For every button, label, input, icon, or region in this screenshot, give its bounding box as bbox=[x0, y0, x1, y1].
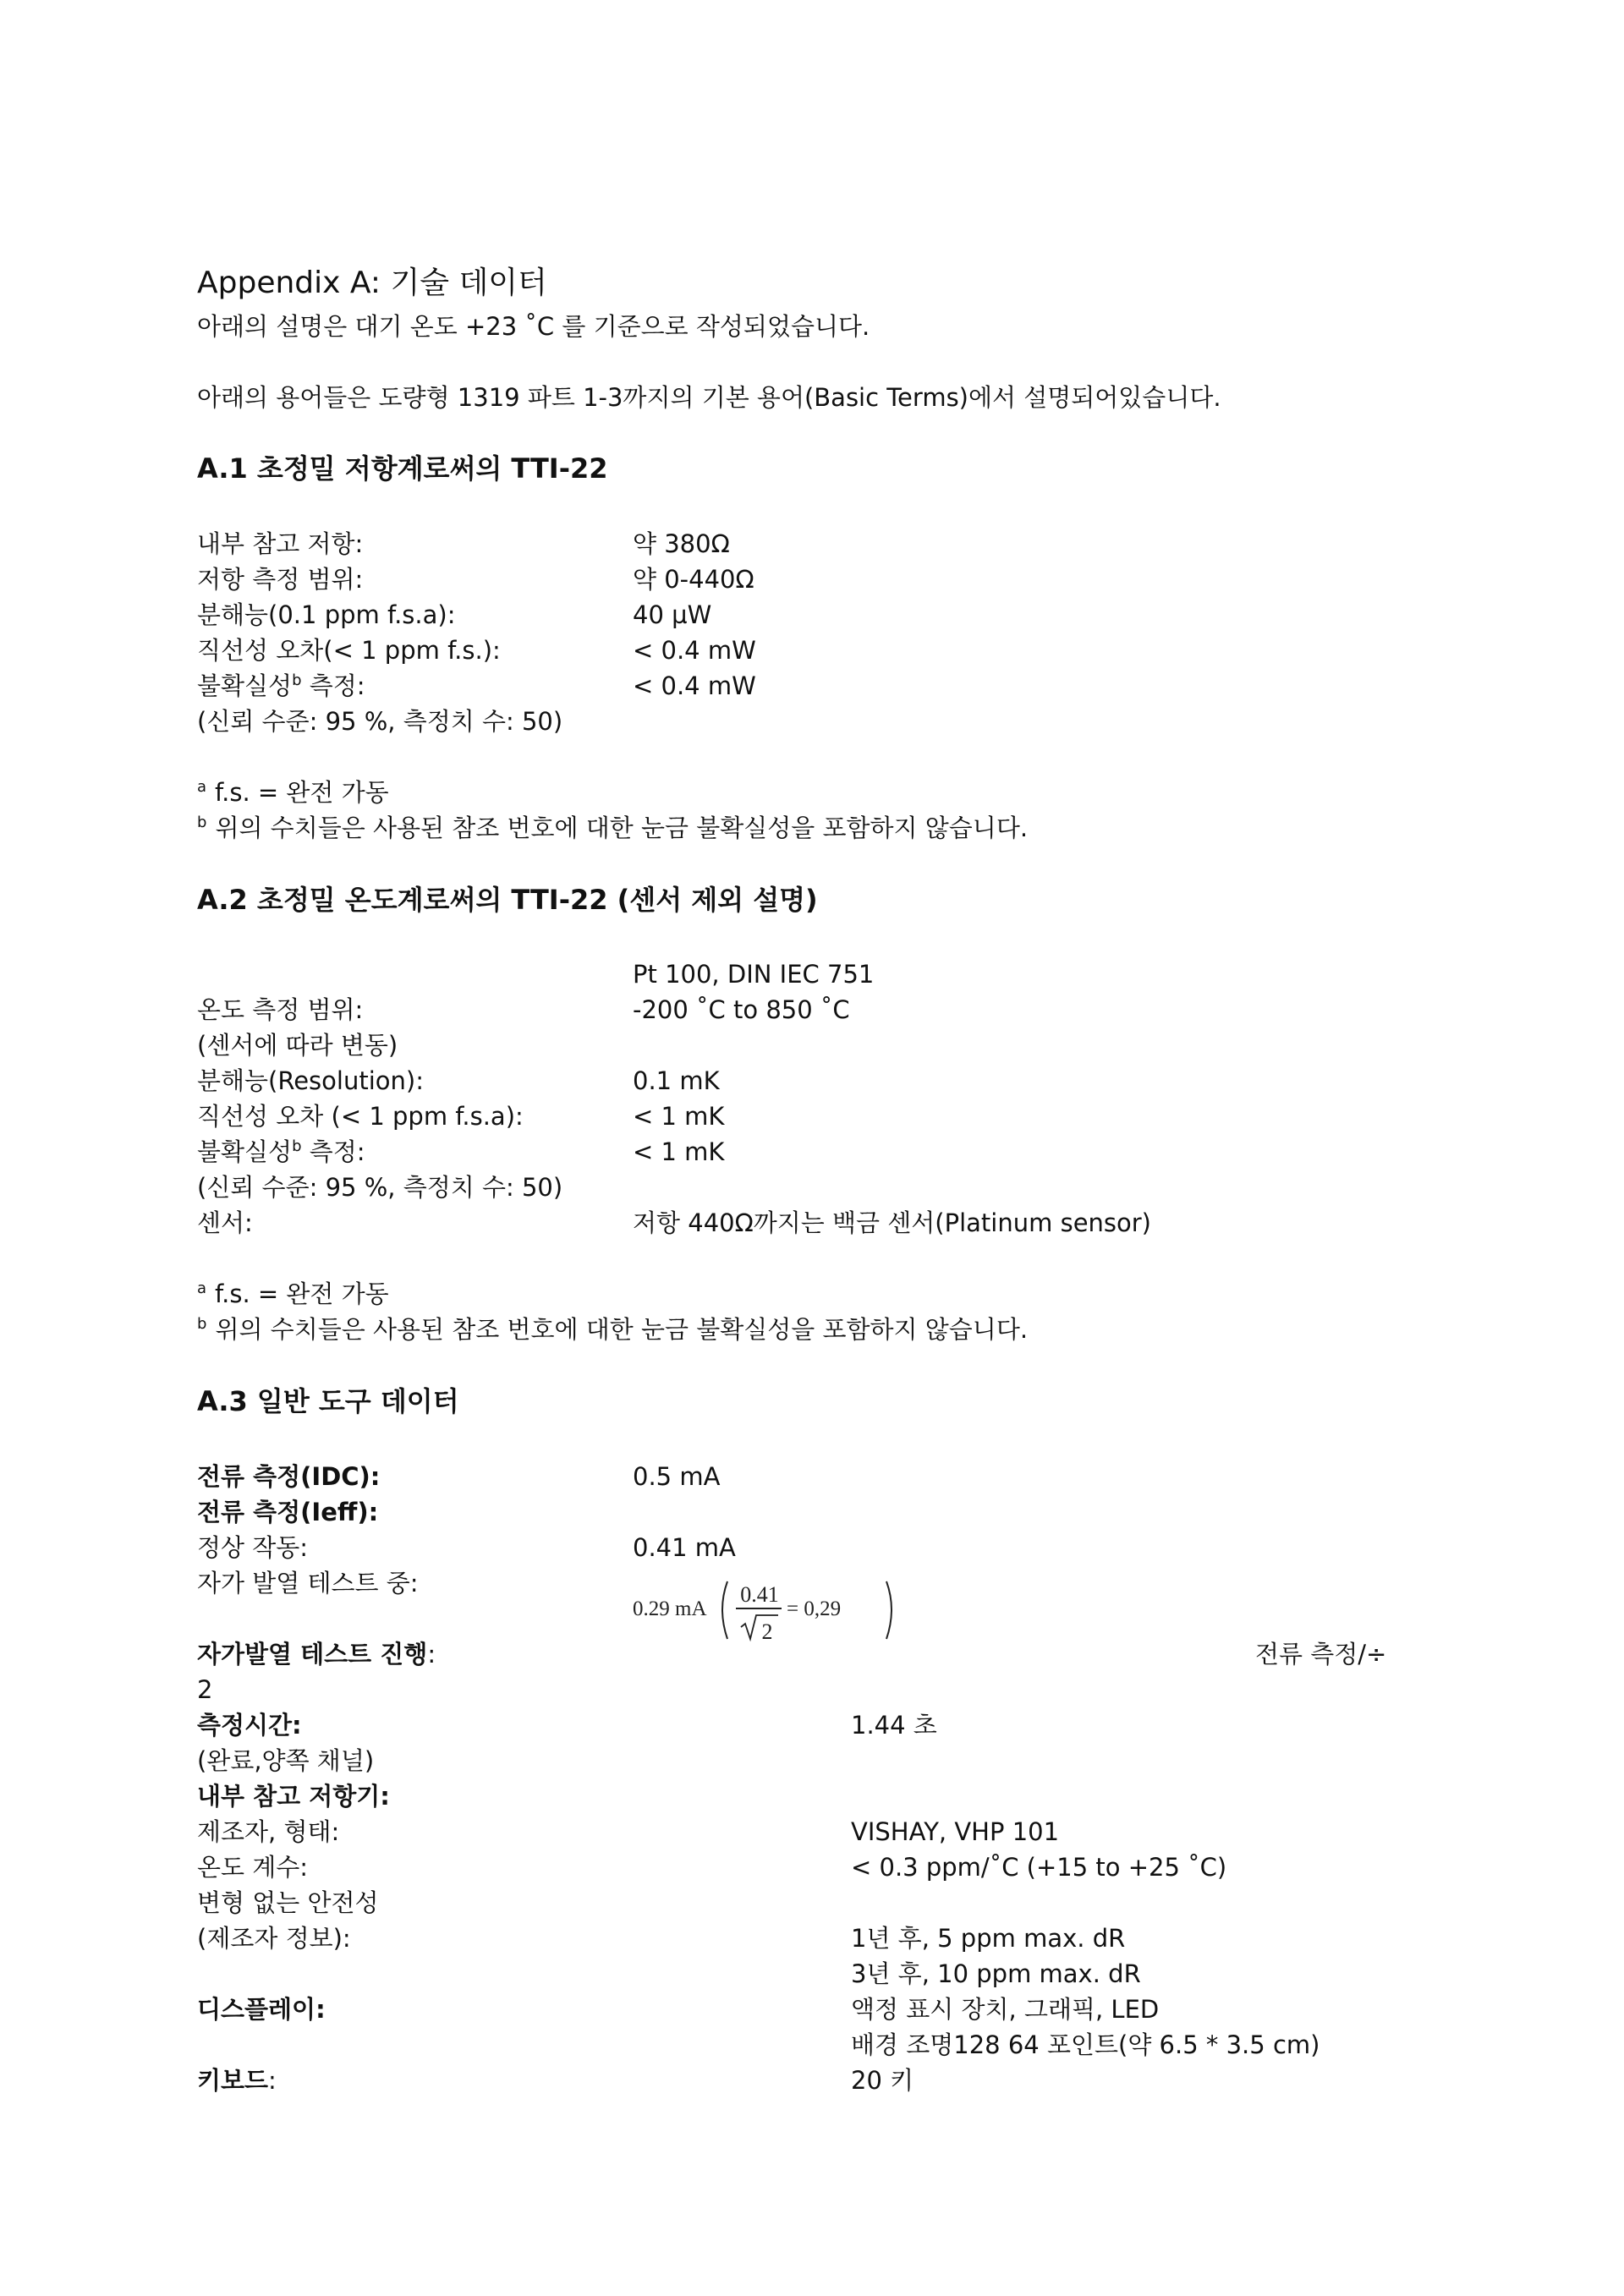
section-heading-a1: A.1 초정밀 저항계로써의 TTI-22 bbox=[197, 452, 608, 485]
section-heading-a2: A.2 초정밀 온도계로써의 TTI-22 (센서 제외 설명) bbox=[197, 884, 818, 916]
meas-time-label: 측정시간: bbox=[197, 1711, 302, 1740]
formula-denominator: 2 bbox=[761, 1619, 773, 1644]
display-value-1: 액정 표시 장치, 그래픽, LED bbox=[851, 1995, 1160, 2024]
selfheat-run-label: 자가발열 테스트 진행: bbox=[197, 1640, 436, 1669]
spec-label: 내부 참고 저항: bbox=[197, 529, 364, 558]
spec-label: 온도 측정 범위: bbox=[197, 995, 364, 1024]
paren-left bbox=[722, 1581, 727, 1639]
display-value-2: 배경 조명128 64 포인트(약 6.5 * 3.5 cm) bbox=[851, 2030, 1320, 2059]
spec-value: 0.1 mK bbox=[633, 1066, 720, 1095]
footnote-b: $^b$ 위의 수치들은 사용된 참조 번호에 대한 눈금 불확실성을 포함하지 않습니다. bbox=[197, 814, 1029, 842]
spec-value: 저항 440Ω까지는 백금 센서(Platinum sensor) bbox=[633, 1208, 1151, 1237]
spec-label: 분해능(0.1 ppm f.s.a): bbox=[197, 600, 456, 629]
selfheat-label: 자가 발열 테스트 중: bbox=[197, 1569, 419, 1597]
selfheat-run-value-continued: 2 bbox=[197, 1675, 213, 1704]
ieff-label: 전류 측정(Ieff): bbox=[197, 1498, 379, 1526]
spec-label: 불확실성$^b$ 측정: bbox=[197, 671, 365, 700]
spec-label: 직선성 오차 (< 1 ppm f.s.a): bbox=[197, 1102, 524, 1131]
keyboard-value: 20 키 bbox=[851, 2066, 914, 2095]
maker-label: 제조자, 형태: bbox=[197, 1817, 340, 1846]
meas-time-note: (완료,양쪽 채널) bbox=[197, 1746, 375, 1775]
normal-label: 정상 작동: bbox=[197, 1533, 309, 1562]
spec-value: 약 380Ω bbox=[633, 529, 730, 558]
spec-value: 약 0-440Ω bbox=[633, 565, 754, 594]
spec-label: (센서에 따라 변동) bbox=[197, 1031, 398, 1060]
spec-label: 센서: bbox=[197, 1208, 253, 1237]
normal-value: 0.41 mA bbox=[633, 1533, 736, 1562]
spec-label: (신뢰 수준: 95 %, 측정치 수: 50) bbox=[197, 707, 563, 736]
intro-text-2: 아래의 용어들은 도량형 1319 파트 1-3까지의 기본 용어(Basic Terms)에서 설명되어있습니다. bbox=[197, 383, 1221, 412]
spec-value: -200 ˚C to 850 ˚C bbox=[633, 995, 850, 1024]
formula-graphic bbox=[633, 1571, 912, 1647]
spec-value: < 1 mK bbox=[633, 1102, 725, 1131]
spec-label: (신뢰 수준: 95 %, 측정치 수: 50) bbox=[197, 1173, 563, 1202]
section-heading-a3: A.3 일반 도구 데이터 bbox=[197, 1385, 459, 1417]
keyboard-label: 키보드: bbox=[197, 2066, 277, 2095]
formula-numerator: 0.41 bbox=[740, 1582, 779, 1607]
footnote-a: $^a$ f.s. = 완전 가동 bbox=[197, 1280, 389, 1308]
display-label: 디스플레이: bbox=[197, 1995, 326, 2024]
spec-label: 저항 측정 범위: bbox=[197, 565, 364, 594]
spec-label: 직선성 오차(< 1 ppm f.s.): bbox=[197, 636, 501, 665]
formula-lhs: 0.29 mA bbox=[633, 1597, 707, 1620]
spec-label: 불확실성$^b$ 측정: bbox=[197, 1137, 365, 1166]
spec-value: 40 µW bbox=[633, 600, 712, 629]
spec-value: < 0.4 mW bbox=[633, 636, 756, 665]
idc-label: 전류 측정(IDC): bbox=[197, 1462, 381, 1491]
stability-label: 변형 없는 안전성 bbox=[197, 1888, 379, 1917]
page-title: Appendix A: 기술 데이터 bbox=[197, 266, 547, 300]
intro-text-1: 아래의 설명은 대기 온도 +23 ˚C 를 기준으로 작성되었습니다. bbox=[197, 312, 870, 341]
footnote-b: $^b$ 위의 수치들은 사용된 참조 번호에 대한 눈금 불확실성을 포함하지 않습니다. bbox=[197, 1315, 1029, 1344]
tempco-label: 온도 계수: bbox=[197, 1853, 309, 1882]
spec-value: < 0.4 mW bbox=[633, 671, 756, 700]
meas-time-value: 1.44 초 bbox=[851, 1711, 937, 1740]
idc-value: 0.5 mA bbox=[633, 1462, 721, 1491]
selfheat-run-value: 전류 측정/÷ bbox=[1255, 1640, 1387, 1669]
maker-value: VISHAY, VHP 101 bbox=[851, 1817, 1060, 1846]
footnote-a: $^a$ f.s. = 완전 가동 bbox=[197, 778, 389, 807]
paren-right bbox=[886, 1581, 892, 1639]
stability-value-2: 3년 후, 10 ppm max. dR bbox=[851, 1959, 1141, 1988]
spec-value: < 1 mK bbox=[633, 1137, 725, 1166]
spec-label: 분해능(Resolution): bbox=[197, 1066, 424, 1095]
stability-value-1: 1년 후, 5 ppm max. dR bbox=[851, 1924, 1126, 1953]
stability-note: (제조자 정보): bbox=[197, 1924, 351, 1953]
formula-rhs: = 0,29 bbox=[787, 1597, 842, 1620]
ref-res-label: 내부 참고 저항기: bbox=[197, 1782, 390, 1811]
sensor-type-value: Pt 100, DIN IEC 751 bbox=[633, 960, 875, 989]
tempco-value: < 0.3 ppm/˚C (+15 to +25 ˚C) bbox=[851, 1853, 1227, 1882]
